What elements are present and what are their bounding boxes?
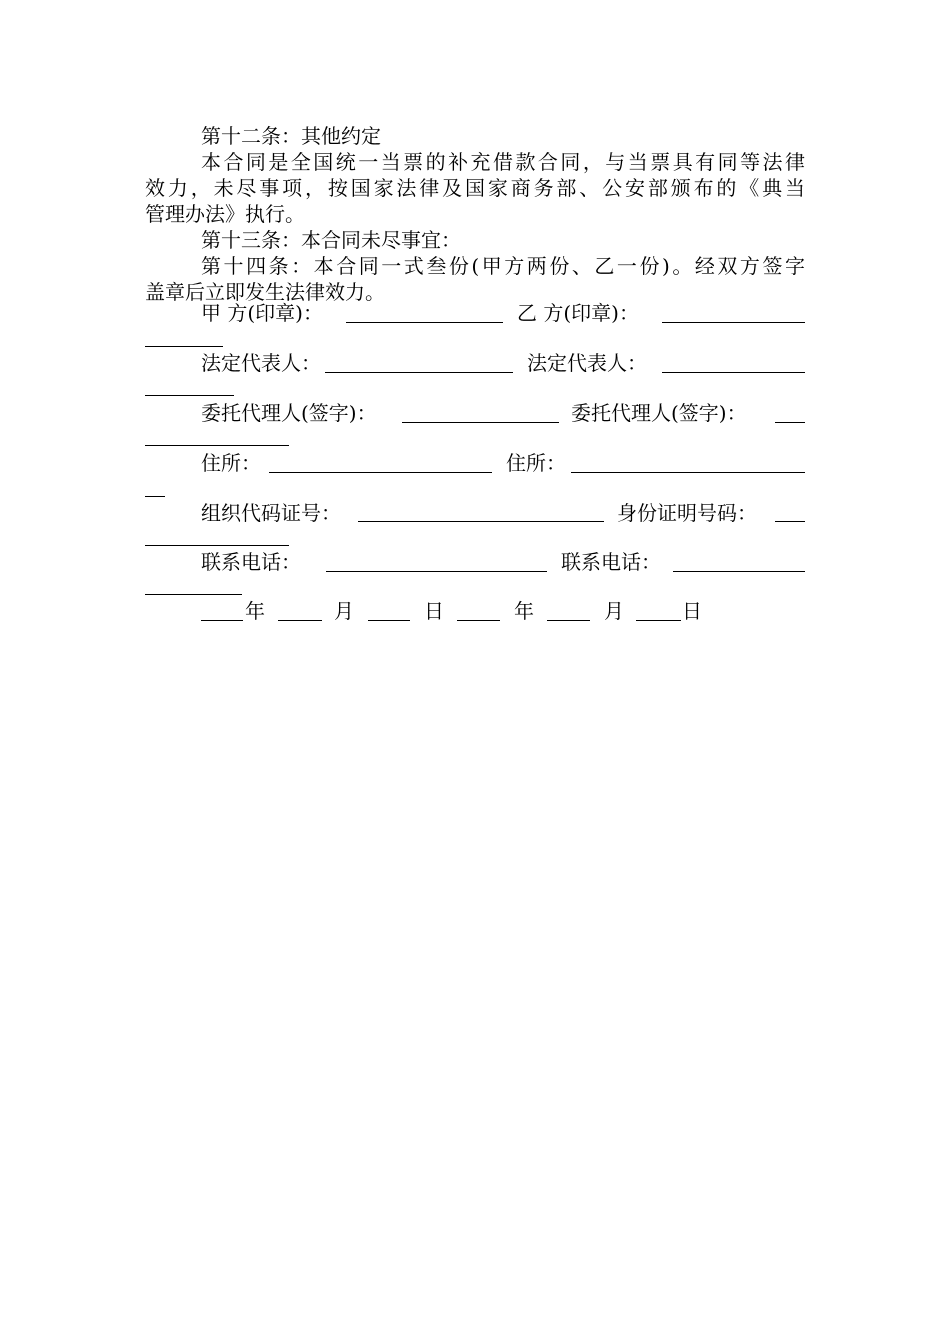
party-b-seal-label: 乙 方(印章)： (517, 301, 639, 325)
id-number-blank[interactable] (775, 521, 805, 522)
article-12-body-line-1: 本合同是全国统一当票的补充借款合同，与当票具有同等法律 (201, 150, 805, 174)
article-13-heading: 第十三条：本合同未尽事宜： (201, 228, 461, 252)
month-a-blank[interactable] (278, 620, 322, 621)
agent-a-label: 委托代理人(签字)： (201, 401, 377, 425)
agent-b-blank[interactable] (775, 422, 805, 423)
org-code-label: 组织代码证号： (201, 501, 341, 525)
phone-b-blank[interactable] (673, 571, 805, 572)
phone-a-label: 联系电话： (201, 550, 301, 574)
year-b-blank[interactable] (457, 620, 500, 621)
party-a-seal-blank[interactable] (346, 322, 503, 323)
legal-rep-a-blank[interactable] (325, 372, 513, 373)
address-a-blank[interactable] (269, 472, 492, 473)
article-12-heading: 第十二条：其他约定 (201, 124, 381, 148)
party-b-seal-blank-wrap[interactable] (145, 346, 223, 347)
article-12-body-line-2: 效力，未尽事项，按国家法律及国家商务部、公安部颁布的《典当 (145, 176, 805, 200)
year-a-blank[interactable] (201, 620, 243, 621)
id-number-blank-wrap[interactable] (145, 545, 289, 546)
article-14-line-2: 盖章后立即发生法律效力。 (145, 280, 385, 304)
phone-b-blank-wrap[interactable] (145, 594, 242, 595)
month-b-blank[interactable] (547, 620, 590, 621)
legal-rep-b-blank-wrap[interactable] (145, 395, 234, 396)
legal-rep-a-label: 法定代表人： (201, 351, 321, 375)
address-b-blank[interactable] (571, 472, 805, 473)
party-a-seal-label: 甲 方(印章)： (201, 301, 323, 325)
day-b-blank[interactable] (636, 620, 681, 621)
phone-b-label: 联系电话： (561, 550, 661, 574)
article-14-line-1: 第十四条：本合同一式叁份(甲方两份、乙一份)。经双方签字 (201, 254, 805, 278)
month-b-label: 月 (604, 599, 624, 623)
org-code-blank[interactable] (358, 521, 604, 522)
agent-b-label: 委托代理人(签字)： (571, 401, 747, 425)
article-12-body-line-3: 管理办法》执行。 (145, 202, 305, 226)
year-a-label: 年 (245, 599, 265, 623)
agent-b-blank-wrap[interactable] (145, 445, 289, 446)
address-a-label: 住所： (201, 451, 261, 475)
address-b-label: 住所： (506, 451, 566, 475)
phone-a-blank[interactable] (326, 571, 547, 572)
day-a-label: 日 (424, 599, 444, 623)
party-b-seal-blank[interactable] (662, 322, 805, 323)
id-number-label: 身份证明号码： (617, 501, 757, 525)
agent-a-blank[interactable] (402, 422, 559, 423)
day-b-label: 日 (682, 599, 702, 623)
legal-rep-b-blank[interactable] (662, 372, 805, 373)
address-b-blank-wrap[interactable] (145, 496, 165, 497)
legal-rep-b-label: 法定代表人： (527, 351, 647, 375)
year-b-label: 年 (514, 599, 534, 623)
day-a-blank[interactable] (368, 620, 410, 621)
month-a-label: 月 (334, 599, 354, 623)
